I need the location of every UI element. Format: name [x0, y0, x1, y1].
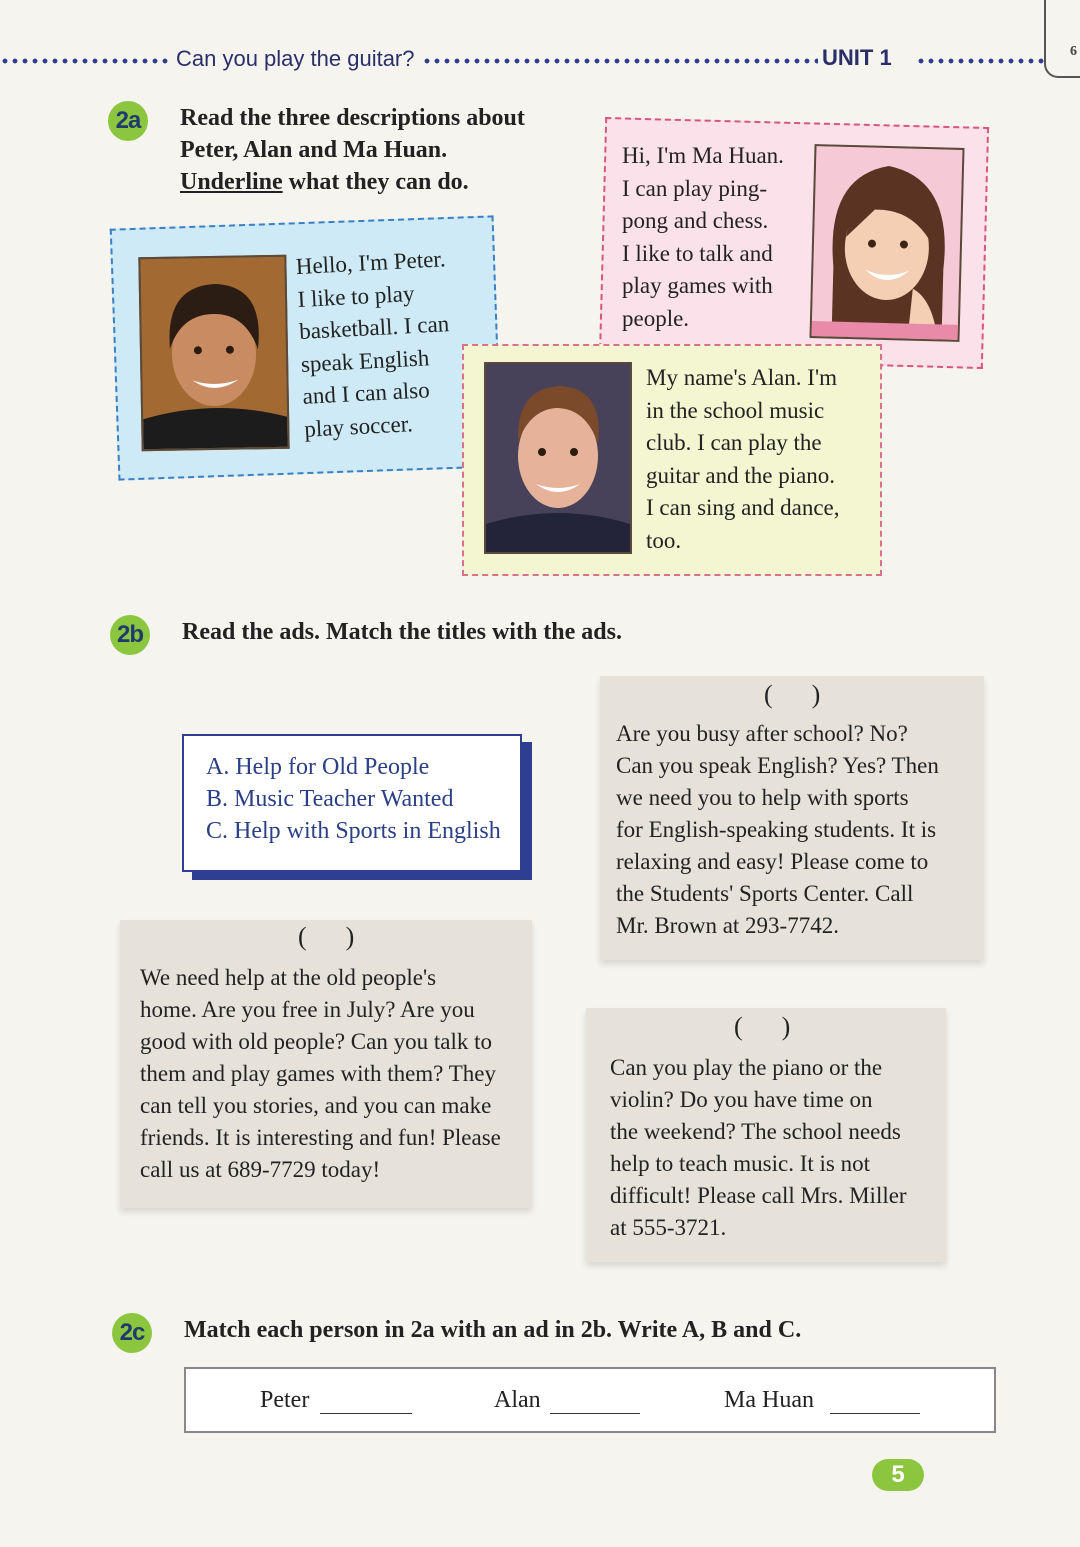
text-line: at 555-3721.: [610, 1215, 727, 1240]
answer-paren-sports[interactable]: ( ): [764, 680, 821, 709]
text-line: difficult! Please call Mrs. Miller: [610, 1183, 907, 1208]
text-line: can tell you stories, and you can make: [140, 1093, 492, 1118]
text-line: play games with: [622, 273, 773, 298]
text-line: Mr. Brown at 293-7742.: [616, 913, 839, 938]
instruction-2a-line3-rest: what they can do.: [282, 169, 469, 195]
text-line: Are you busy after school? No?: [616, 721, 908, 746]
text-line: Hi, I'm Ma Huan.: [622, 143, 784, 168]
text-line: We need help at the old people's: [140, 965, 437, 990]
alan-text: [646, 362, 876, 557]
ad-sports-text: [616, 718, 982, 942]
alan-photo: [484, 362, 632, 554]
text-line: I can play ping-: [622, 175, 767, 201]
text-line: in the school music: [646, 397, 825, 423]
peter-photo: [138, 255, 289, 452]
instruction-2a-line2: Peter, Alan and Ma Huan.: [180, 137, 448, 163]
match-name-ma-huan: Ma Huan: [724, 1387, 814, 1413]
header-dots-middle: [422, 56, 818, 66]
instruction-2a: [180, 102, 590, 198]
match-name-alan: Alan: [494, 1387, 541, 1413]
text-line: club. I can play the: [646, 430, 822, 455]
section-badge-2b: 2b: [110, 615, 150, 655]
text-line: we need you to help with sports: [616, 785, 909, 810]
answer-paren-music[interactable]: ( ): [734, 1012, 791, 1041]
text-line: guitar and the piano.: [646, 462, 836, 488]
answer-blank-peter[interactable]: [320, 1413, 412, 1414]
text-line: the Students' Sports Center. Call: [616, 881, 914, 906]
text-line: relaxing and easy! Please come to: [616, 849, 929, 874]
answer-blank-alan[interactable]: [550, 1413, 640, 1414]
title-option-a: A. Help for Old People: [206, 754, 430, 780]
header-dots-right: [916, 56, 1044, 66]
answer-blank-ma-huan[interactable]: [830, 1413, 920, 1414]
text-line: I like to talk and: [622, 240, 773, 266]
section-badge-2c: 2c: [112, 1313, 152, 1353]
instruction-2a-line1: Read the three descriptions about: [180, 105, 525, 131]
text-line: and I can also: [301, 377, 431, 409]
text-line: too.: [646, 527, 682, 553]
text-line: for English-speaking students. It is: [616, 817, 937, 842]
title-option-b: B. Music Teacher Wanted: [206, 786, 454, 812]
text-line: people.: [622, 305, 690, 331]
instruction-2a-line3: [180, 166, 590, 198]
ad-titles-box: [182, 734, 522, 872]
ma-huan-photo: [809, 144, 964, 342]
text-line: them and play games with them? They: [140, 1061, 496, 1086]
title-option-c: C. Help with Sports in English: [206, 818, 501, 844]
instruction-2c: Match each person in 2a with an ad in 2b. Write A, B and C.: [184, 1317, 802, 1343]
text-line: I like to play: [296, 280, 415, 312]
answer-paren-old-people[interactable]: ( ): [298, 922, 355, 951]
header-dots-left: [0, 56, 170, 66]
text-line: home. Are you free in July? Are you: [140, 997, 475, 1022]
text-line: violin? Do you have time on: [610, 1087, 873, 1112]
text-line: Can you speak English? Yes? Then: [616, 753, 939, 778]
instruction-2b: Read the ads. Match the titles with the ads.: [182, 619, 622, 645]
page-number: 5: [872, 1459, 924, 1491]
ma-huan-text: [622, 140, 812, 335]
text-line: help to teach music. It is not: [610, 1151, 870, 1176]
text-line: good with old people? Can you talk to: [140, 1029, 492, 1054]
section-badge-2a: 2a: [108, 101, 148, 141]
text-line: pong and chess.: [622, 208, 769, 233]
text-line: Hello, I'm Peter.: [295, 246, 447, 280]
text-line: My name's Alan. I'm: [646, 365, 837, 390]
ad-music-text: [610, 1052, 946, 1244]
text-line: the weekend? The school needs: [610, 1119, 901, 1144]
text-line: basketball. I can: [298, 311, 450, 344]
text-line: call us at 689-7729 today!: [140, 1157, 381, 1182]
text-line: speak English: [300, 344, 430, 377]
text-line: play soccer.: [303, 410, 414, 442]
text-line: Can you play the piano or the: [610, 1055, 883, 1080]
text-line: friends. It is interesting and fun! Please: [140, 1125, 501, 1150]
unit-label: UNIT 1: [822, 45, 892, 70]
text-line: I can sing and dance,: [646, 495, 840, 520]
page-tab-mark: 6: [1044, 0, 1080, 78]
match-name-peter: Peter: [260, 1387, 310, 1413]
ad-old-people-text: [140, 962, 532, 1186]
underline-keyword: Underline: [180, 169, 283, 195]
match-answer-box: [184, 1367, 996, 1433]
running-header-title: Can you play the guitar?: [176, 46, 415, 71]
